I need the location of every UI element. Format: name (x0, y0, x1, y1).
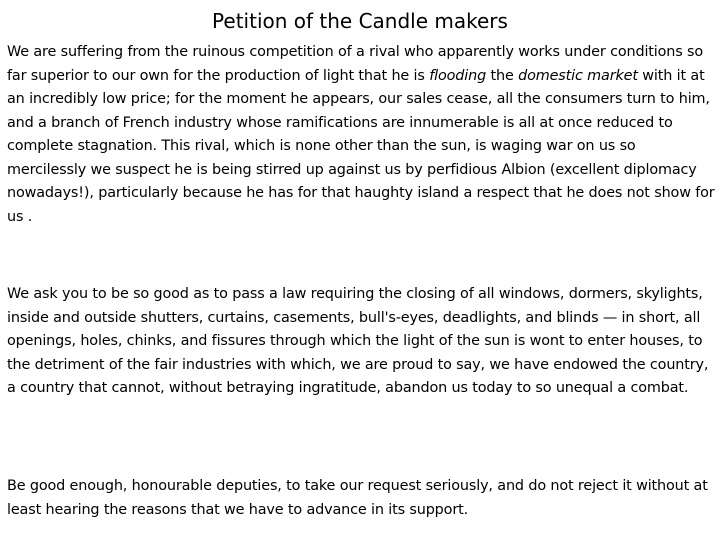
paragraph-1 (7, 41, 715, 229)
paragraph-1-italic-domestic-market: domestic market (518, 67, 638, 84)
paragraph-1-text-a: We are suffering from the ruinous competition of a rival who apparently works under conditions so far superior to our own for the production of light that he is (7, 44, 704, 84)
paragraph-2: We ask you to be so good as to pass a law requiring the closing of all windows, dormers, skylights, inside and outside shutters, curtains, casements, bull's-eyes, deadlights, and blinds — in short, all openings, holes, chinks, and fissures through which the light of the sun is wont to enter houses, to the detriment of the fair industries with which, we are proud to say, we have endowed the country, a country that cannot, without betraying ingratitude, abandon us today to so unequal a combat. (7, 286, 709, 396)
paragraph-1-text-b: the (486, 67, 519, 84)
paragraph-1-text-c: with it at an incredibly low price; for the moment he appears, our sales cease, all the consumers turn to him, and a branch of French industry whose ramifications are innumerable is all at once reduced to complete stagnation. This rival, which is none other than the sun, is waging war on us so mercilessly we suspect he is being stirred up against us by perfidious Albion (excellent diplomacy nowadays!), particularly because he has for that haughty island a respect that he does not show for us . (7, 67, 715, 225)
paragraph-3: Be good enough, honourable deputies, to take our request seriously, and do not reject it without at least hearing the reasons that we have to advance in its support. (7, 478, 708, 518)
document-title: Petition of the Candle makers (212, 9, 508, 33)
paragraph-1-italic-flooding: flooding (429, 67, 487, 84)
